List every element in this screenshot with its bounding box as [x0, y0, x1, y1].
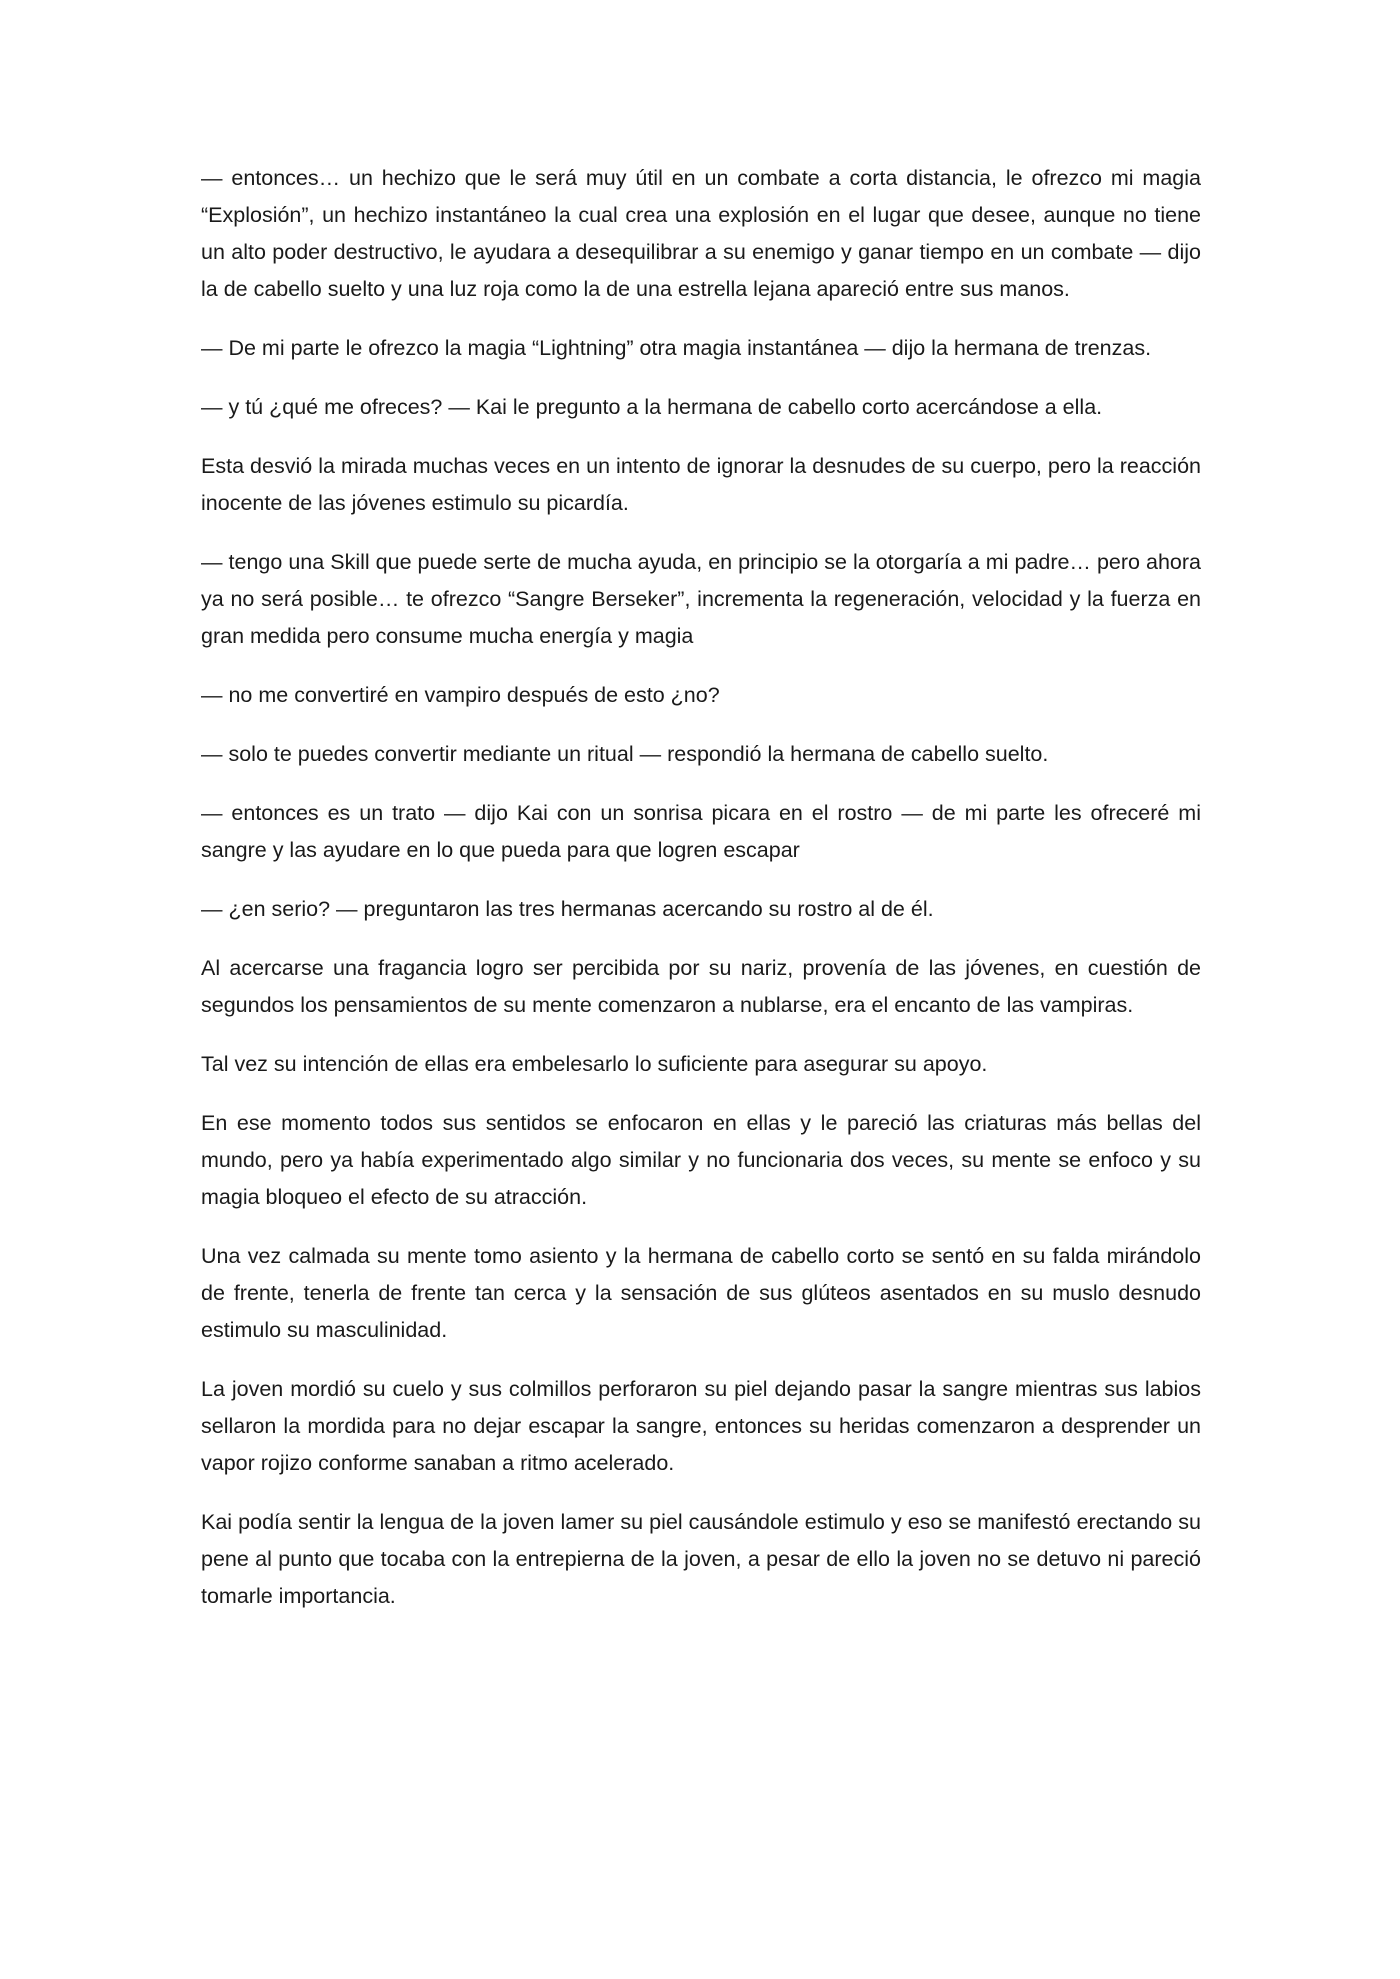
paragraph: — y tú ¿qué me ofreces? — Kai le pregunto a la hermana de cabello corto acercándose a ella. [201, 395, 1103, 419]
paragraph: Kai podía sentir la lengua de la joven lamer su piel causándole estimulo y eso se manifestó erectando su pene al punto que tocaba con la entrepierna de la joven, a pesar de ello la joven no se detuvo ni pareció tomarle importancia. [201, 1510, 1201, 1608]
paragraph: — tengo una Skill que puede serte de mucha ayuda, en principio se la otorgaría a mi padre… pero ahora ya no será posible… te ofrezco “Sangre Berseker”, incrementa la regeneración, velocidad y la fuerza en gran medida pero consume mucha energía y magia [201, 550, 1201, 648]
paragraph: Esta desvió la mirada muchas veces en un intento de ignorar la desnudes de su cuerpo, pero la reacción inocente de las jóvenes estimulo su picardía. [201, 454, 1201, 515]
paragraph: — De mi parte le ofrezco la magia “Lightning” otra magia instantánea — dijo la hermana de trenzas. [201, 336, 1152, 360]
paragraph: En ese momento todos sus sentidos se enfocaron en ellas y le pareció las criaturas más bellas del mundo, pero ya había experimentado algo similar y no funcionaria dos veces, su mente se enfoco y su magia bloqueo el efecto de su atracción. [201, 1111, 1201, 1209]
paragraph: — no me convertiré en vampiro después de esto ¿no? [201, 683, 720, 707]
paragraph: La joven mordió su cuelo y sus colmillos perforaron su piel dejando pasar la sangre mientras sus labios sellaron la mordida para no dejar escapar la sangre, entonces su heridas comenzaron a desprender un vapor rojizo conforme sanaban a ritmo acelerado. [201, 1377, 1201, 1475]
document-body [201, 160, 1201, 1637]
paragraph: — entonces… un hechizo que le será muy útil en un combate a corta distancia, le ofrezco mi magia “Explosión”, un hechizo instantáneo la cual crea una explosión en el lugar que desee, aunque no tiene un alto poder destructivo, le ayudara a desequilibrar a su enemigo y ganar tiempo en un combate — dijo la de cabello suelto y una luz roja como la de una estrella lejana apareció entre sus manos. [201, 166, 1201, 301]
paragraph: — solo te puedes convertir mediante un ritual — respondió la hermana de cabello suelto. [201, 742, 1049, 766]
paragraph: — ¿en serio? — preguntaron las tres hermanas acercando su rostro al de él. [201, 897, 934, 921]
paragraph: Al acercarse una fragancia logro ser percibida por su nariz, provenía de las jóvenes, en cuestión de segundos los pensamientos de su mente comenzaron a nublarse, era el encanto de las vampiras. [201, 956, 1201, 1017]
paragraph: Tal vez su intención de ellas era embelesarlo lo suficiente para asegurar su apoyo. [201, 1052, 988, 1076]
paragraph: Una vez calmada su mente tomo asiento y la hermana de cabello corto se sentó en su falda mirándolo de frente, tenerla de frente tan cerca y la sensación de sus glúteos asentados en su muslo desnudo estimulo su masculinidad. [201, 1244, 1201, 1342]
paragraph: — entonces es un trato — dijo Kai con un sonrisa picara en el rostro — de mi parte les ofreceré mi sangre y las ayudare en lo que pueda para que logren escapar [201, 801, 1201, 862]
